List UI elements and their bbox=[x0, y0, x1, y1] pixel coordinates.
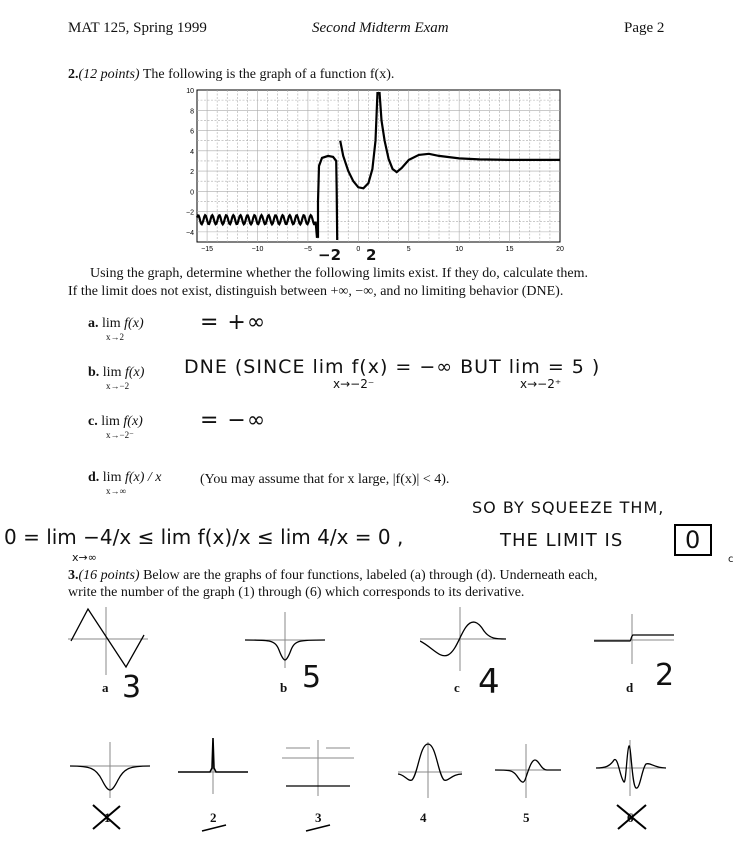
derivative-graph-2 bbox=[178, 736, 248, 796]
q2-points: (12 points) bbox=[78, 67, 140, 82]
derivative-graph-1 bbox=[70, 740, 150, 800]
exam-title: Second Midterm Exam bbox=[312, 20, 449, 36]
x-tick-label: 20 bbox=[556, 246, 564, 253]
x-tick-label: 15 bbox=[505, 246, 514, 253]
y-tick-label: 8 bbox=[190, 108, 194, 116]
answer-a: = +∞ bbox=[200, 310, 267, 335]
derivative-label-1: 1 bbox=[104, 810, 111, 825]
derivative-graph-5 bbox=[495, 742, 561, 800]
squeeze-work: 0 = lim −4/x ≤ lim f(x)/x ≤ lim 4/x = 0 , bbox=[4, 525, 404, 549]
part-d-note: (You may assume that for x large, |f(x)| < 4). bbox=[200, 472, 450, 487]
squeeze-work-sub: x→∞ bbox=[72, 551, 97, 564]
derivative-label-3: 3 bbox=[315, 810, 322, 825]
x-tick-label: 5 bbox=[406, 246, 411, 253]
derivative-graph-4 bbox=[398, 740, 462, 800]
q3-text-2: write the number of the graph (1) through (6) which corresponds to its derivative. bbox=[68, 585, 525, 600]
x-tick-label: 0 bbox=[356, 246, 361, 253]
q2-number: 2. bbox=[68, 67, 79, 82]
squeeze-note-2: THE LIMIT IS bbox=[500, 530, 624, 551]
derivative-graph-3 bbox=[282, 738, 354, 798]
part-b: b. lim f(x) x→−2 bbox=[88, 365, 145, 391]
squeeze-note-1: SO BY SQUEEZE THM, bbox=[472, 498, 665, 517]
graph-tick-labels bbox=[186, 88, 564, 253]
y-tick-label: −2 bbox=[186, 209, 194, 217]
hand-x-label-2: 2 bbox=[366, 246, 377, 264]
graph-c-label: c bbox=[454, 680, 460, 695]
q3-intro bbox=[68, 568, 598, 584]
graph-d-label: d bbox=[626, 680, 634, 695]
graph-b-answer: 5 bbox=[302, 660, 322, 695]
graph-d-answer: 2 bbox=[655, 658, 675, 693]
x-tick-label: −15 bbox=[201, 246, 214, 253]
cross-out-mark-6 bbox=[614, 802, 650, 832]
underline-mark-3 bbox=[304, 823, 332, 833]
answer-c: = −∞ bbox=[200, 408, 267, 433]
q3-number: 3. bbox=[68, 568, 79, 583]
q2-instructions-2: If the limit does not exist, distinguish between +∞, −∞, and no limiting behavior (DNE). bbox=[68, 284, 564, 299]
y-tick-label: 6 bbox=[190, 128, 194, 136]
x-tick-label: −5 bbox=[303, 246, 312, 253]
answer-b-sub1: x→−2⁻ bbox=[333, 377, 375, 391]
page-number: Page 2 bbox=[624, 20, 665, 36]
part-c: c. lim f(x) x→−2⁻ bbox=[88, 414, 143, 440]
underline-mark-2 bbox=[200, 823, 228, 833]
graph-grid bbox=[197, 90, 560, 242]
q2-intro-text: The following is the graph of a function f(x). bbox=[142, 67, 395, 82]
cross-out-mark-1 bbox=[90, 802, 124, 832]
derivative-graph-6 bbox=[596, 738, 666, 798]
y-tick-label: −4 bbox=[186, 229, 194, 237]
y-tick-label: 0 bbox=[190, 189, 194, 197]
hand-x-label-neg2: −2 bbox=[318, 246, 342, 264]
q2-intro bbox=[68, 67, 394, 83]
q3-points: (16 points) bbox=[78, 568, 140, 583]
x-tick-label: −10 bbox=[251, 246, 264, 253]
course-name: MAT 125, Spring 1999 bbox=[68, 20, 207, 36]
graph-a-answer: 3 bbox=[122, 670, 142, 705]
function-graph bbox=[175, 86, 570, 258]
y-tick-label: 4 bbox=[190, 148, 194, 156]
q3-text-1: Below are the graphs of four functions, labeled (a) through (d). Underneath each, bbox=[143, 568, 598, 583]
q2-instructions-1: Using the graph, determine whether the following limits exist. If they do, calculate them. bbox=[90, 266, 589, 281]
graph-a-label: a bbox=[102, 680, 109, 695]
boxed-answer: 0 bbox=[674, 524, 712, 556]
y-tick-label: 10 bbox=[186, 88, 194, 95]
derivative-label-5: 5 bbox=[523, 810, 530, 825]
part-d: d. lim f(x) / x x→∞ bbox=[88, 470, 162, 496]
part-a: a. lim f(x) x→2 bbox=[88, 316, 144, 342]
graph-b-label: b bbox=[280, 680, 288, 695]
answer-b-sub2: x→−2⁺ bbox=[520, 377, 562, 391]
answer-b: DNE (SINCE lim f(x) = −∞ BUT lim = 5 ) bbox=[184, 356, 601, 378]
y-tick-label: 2 bbox=[190, 169, 194, 177]
derivative-label-6: 6 bbox=[627, 810, 634, 825]
derivative-label-4: 4 bbox=[420, 810, 427, 825]
x-tick-label: 10 bbox=[455, 246, 464, 253]
boxed-answer-mark: c bbox=[728, 554, 734, 565]
derivative-label-2: 2 bbox=[210, 810, 217, 825]
graph-a bbox=[68, 605, 148, 677]
graph-c-answer: 4 bbox=[478, 662, 500, 702]
